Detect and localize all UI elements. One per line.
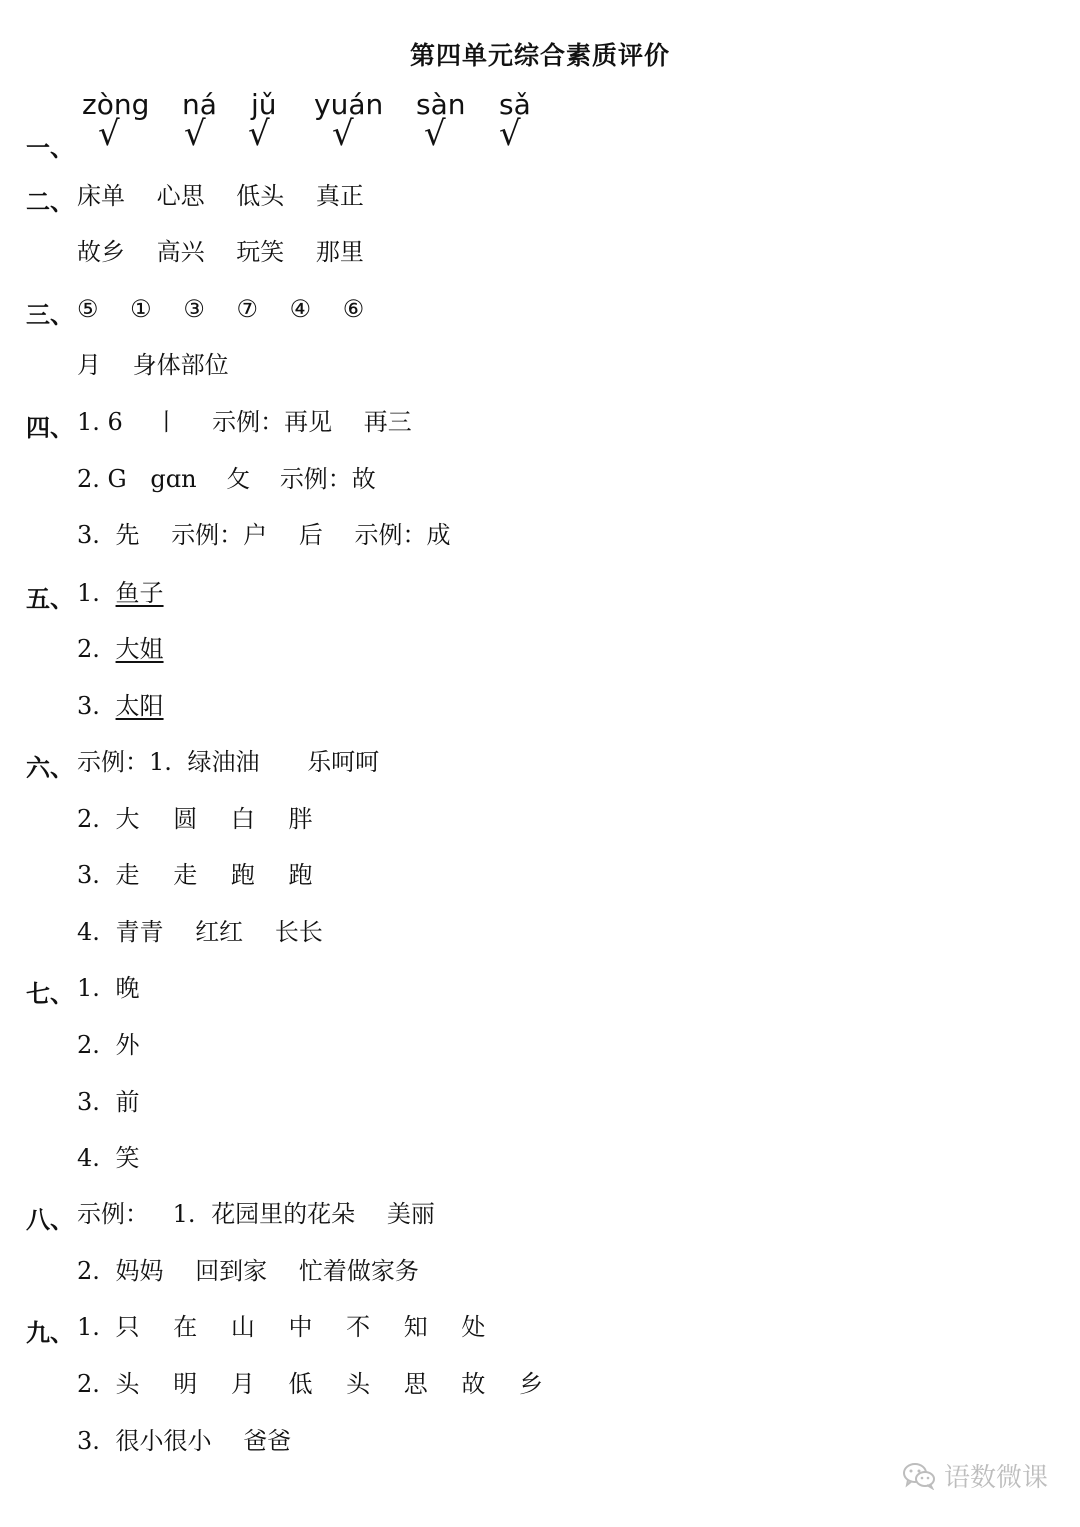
section-2-label: 二、 xyxy=(26,188,74,216)
answer-line xyxy=(77,237,364,267)
word: 示例：再见 xyxy=(212,408,333,436)
example-prefix: 示例： xyxy=(77,1200,149,1228)
circled-number: ③ xyxy=(183,295,205,323)
word: 明 xyxy=(173,1370,198,1398)
word: 青青 xyxy=(115,918,164,946)
word: 笑 xyxy=(115,1144,140,1172)
check-mark-2: √ xyxy=(184,114,206,154)
check-mark-5: √ xyxy=(424,114,446,154)
word: 绿油油 xyxy=(187,748,260,776)
word: 攵 xyxy=(226,465,251,493)
word: 那里 xyxy=(315,238,364,266)
word: 乐呵呵 xyxy=(307,748,380,776)
item-number: 2. xyxy=(77,1257,100,1285)
word: 圆 xyxy=(173,805,198,833)
answer-line xyxy=(77,520,450,550)
circled-number: ⑥ xyxy=(342,295,365,323)
circled-number: ⑤ xyxy=(77,295,99,323)
word: 再三 xyxy=(363,408,412,436)
item-number: 2. xyxy=(77,805,100,833)
word: 头 xyxy=(115,1370,140,1398)
answer-line xyxy=(77,350,229,380)
word: 知 xyxy=(403,1313,428,1341)
word: 真正 xyxy=(315,182,364,210)
word: 低 xyxy=(288,1370,313,1398)
word: 大 xyxy=(115,805,140,833)
answer-line xyxy=(77,917,323,947)
word: 在 xyxy=(173,1313,198,1341)
pinyin-4: yuán xyxy=(314,88,384,121)
pinyin-2: ná xyxy=(182,88,217,121)
word: 心思 xyxy=(156,182,205,210)
answer-line xyxy=(77,1426,291,1456)
word: 跑 xyxy=(288,861,313,889)
word: 走 xyxy=(115,861,140,889)
watermark-text: 语数微课 xyxy=(944,1463,1049,1493)
word: 前 xyxy=(115,1088,140,1116)
word: 忙着做家务 xyxy=(298,1257,419,1285)
item-number: 1. xyxy=(77,579,100,607)
item-number: 3. xyxy=(77,1427,100,1455)
pinyin-5: sàn xyxy=(416,88,466,121)
circled-number: ④ xyxy=(289,295,312,323)
answer-line xyxy=(77,181,364,211)
word: 胖 xyxy=(288,805,313,833)
section-3-label: 三、 xyxy=(26,301,74,329)
word: 低头 xyxy=(236,182,285,210)
answer-line xyxy=(77,578,164,608)
answer-line xyxy=(77,634,164,664)
word: 走 xyxy=(173,861,198,889)
answer-line xyxy=(77,1256,419,1286)
answer-line xyxy=(77,1312,485,1342)
answer-line xyxy=(77,973,140,1003)
item-number: 2. xyxy=(77,1031,100,1059)
underlined-answer: 太阳 xyxy=(115,692,164,720)
word: 月 xyxy=(230,1370,255,1398)
word: 后 xyxy=(298,521,323,549)
section-4-label: 四、 xyxy=(26,414,74,442)
word: 月 xyxy=(77,351,101,379)
word: 山 xyxy=(230,1313,255,1341)
answer-line xyxy=(77,1030,140,1060)
word: 故 xyxy=(461,1370,486,1398)
section-9-label: 九、 xyxy=(26,1319,74,1347)
word: 白 xyxy=(230,805,255,833)
check-mark-6: √ xyxy=(499,114,521,154)
item-number: 1. 6 xyxy=(77,408,123,436)
answer-line xyxy=(77,1087,140,1117)
section-1-label: 一、 xyxy=(26,134,74,162)
answer-line xyxy=(77,464,376,494)
word: 中 xyxy=(288,1313,313,1341)
word: 示例：户 xyxy=(171,521,268,549)
word: 跑 xyxy=(230,861,255,889)
item-number: 3. xyxy=(77,692,100,720)
section-5-label: 五、 xyxy=(26,585,74,613)
answer-line xyxy=(77,691,164,721)
item-number: 1. xyxy=(77,974,100,1002)
word: 红红 xyxy=(195,918,244,946)
answer-line xyxy=(77,804,312,834)
item-number: 4. xyxy=(77,918,100,946)
word: 头 xyxy=(346,1370,371,1398)
word: 晚 xyxy=(115,974,140,1002)
item-number: 3. xyxy=(77,861,100,889)
word: 长长 xyxy=(274,918,323,946)
word: 回到家 xyxy=(195,1257,268,1285)
section-6-label: 六、 xyxy=(26,754,74,782)
word: 丨 xyxy=(154,408,179,436)
check-mark-1: √ xyxy=(98,114,120,154)
watermark xyxy=(902,1457,1048,1494)
item-number: 2. xyxy=(77,1370,100,1398)
item-number: 4. xyxy=(77,1144,100,1172)
answer-line xyxy=(77,1199,435,1229)
underlined-answer: 大姐 xyxy=(115,635,164,663)
item-number: 2. xyxy=(77,635,100,663)
word: 先 xyxy=(115,521,140,549)
word: 床单 xyxy=(77,182,125,210)
item-number: 1. xyxy=(172,1200,196,1228)
word: 妈妈 xyxy=(115,1257,164,1285)
pinyin-1: zòng xyxy=(82,88,150,121)
word: 故乡 xyxy=(77,238,125,266)
word: 高兴 xyxy=(156,238,205,266)
answer-line xyxy=(77,747,379,777)
item-number: 1. xyxy=(77,1313,100,1341)
check-mark-4: √ xyxy=(332,114,354,154)
section-7-label: 七、 xyxy=(26,980,74,1008)
word: 不 xyxy=(346,1313,371,1341)
page-title: 第四单元综合素质评价 xyxy=(409,41,670,70)
section-8-label: 八、 xyxy=(26,1206,74,1234)
answer-line xyxy=(77,860,312,890)
answer-line xyxy=(77,1143,140,1173)
check-mark-3: √ xyxy=(248,114,270,154)
underlined-answer: 鱼子 xyxy=(115,579,164,607)
word: 外 xyxy=(115,1031,140,1059)
word: 只 xyxy=(115,1313,140,1341)
pinyin-6: sǎ xyxy=(499,88,531,121)
word: 爸爸 xyxy=(243,1427,292,1455)
circled-number: ① xyxy=(130,295,152,323)
item-number: 2. G xyxy=(77,465,127,493)
pinyin-3: jǔ xyxy=(251,88,277,121)
answer-line xyxy=(77,1369,543,1399)
item-number: 3. xyxy=(77,521,100,549)
circled-number: ⑦ xyxy=(236,295,258,323)
example-prefix: 示例：1. xyxy=(77,748,172,776)
word: 思 xyxy=(403,1370,428,1398)
word: 乡 xyxy=(519,1370,544,1398)
word: 处 xyxy=(461,1313,486,1341)
word: 身体部位 xyxy=(132,351,229,379)
word: 美丽 xyxy=(386,1200,435,1228)
word: 玩笑 xyxy=(236,238,285,266)
word: 很小很小 xyxy=(115,1427,212,1455)
item-number: 3. xyxy=(77,1088,100,1116)
answer-line xyxy=(77,407,412,437)
word: 示例：成 xyxy=(354,521,451,549)
word: 花园里的花朵 xyxy=(211,1200,356,1228)
answer-line xyxy=(77,294,364,324)
wechat-icon xyxy=(902,1462,936,1490)
word: 示例：故 xyxy=(279,465,376,493)
word: gɑn xyxy=(150,465,197,493)
